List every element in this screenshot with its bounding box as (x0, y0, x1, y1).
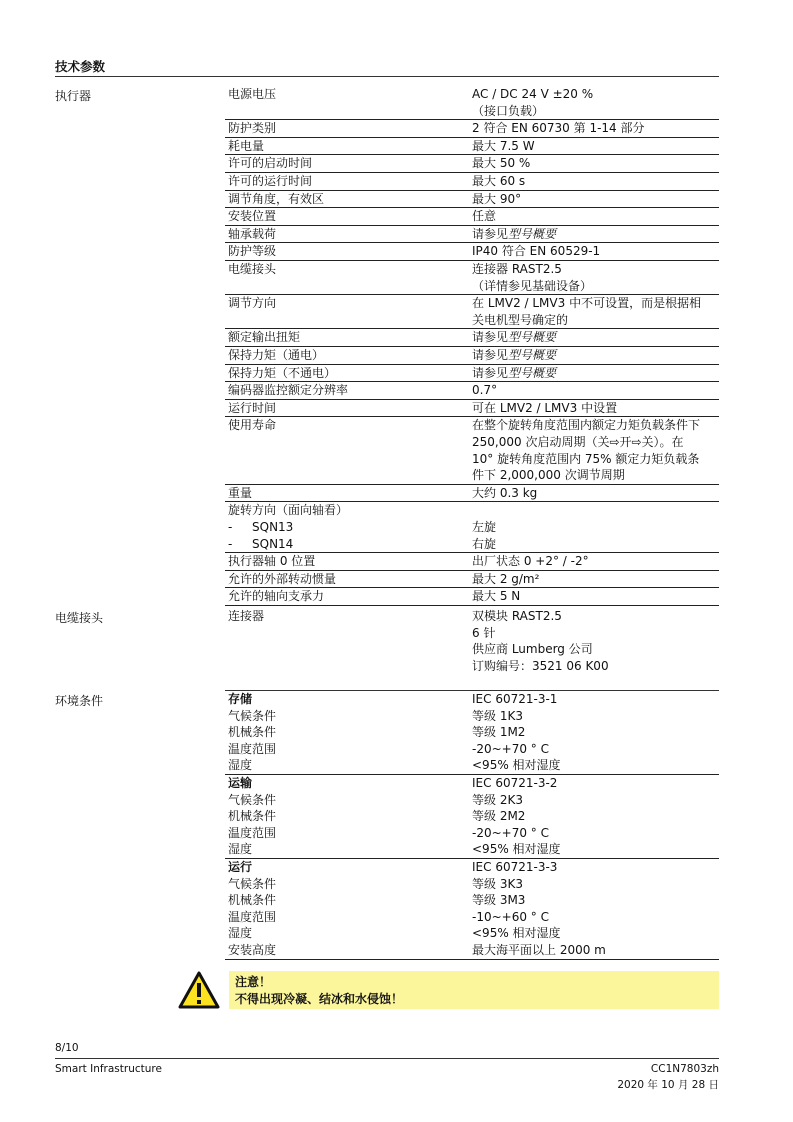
spec-row (225, 208, 719, 226)
spec-value (472, 120, 719, 137)
spec-value (472, 243, 719, 260)
spec-key-text: 允许的外部转动惯量 (228, 571, 337, 586)
model-name: SQN14 (252, 536, 294, 551)
title-divider (55, 76, 719, 77)
environment-group-heading: 运输 (228, 776, 253, 790)
spec-row (225, 243, 719, 261)
spec-key-text: 安装位置 (228, 209, 277, 224)
spec-key-text: 机械条件 (228, 893, 277, 908)
spec-key (228, 120, 468, 137)
notice-box (229, 971, 719, 1009)
spec-value (472, 329, 719, 346)
spec-key (228, 502, 468, 552)
spec-key (228, 208, 468, 225)
section-divider (225, 690, 719, 691)
spec-row (225, 120, 719, 138)
spec-value (472, 691, 719, 774)
spec-key-text: 调节角度，有效区 (228, 191, 325, 206)
spec-key-text: 电源电压 (228, 87, 277, 101)
spec-key (228, 417, 468, 434)
model-name: SQN13 (252, 519, 294, 534)
spec-value (472, 417, 719, 483)
spec-row (225, 226, 719, 244)
spec-row (225, 485, 719, 503)
spec-key-text: 温度范围 (228, 909, 277, 924)
spec-value-text: 最大 50 % (472, 156, 531, 171)
spec-value-text: 任意 (472, 209, 497, 224)
spec-key (228, 553, 468, 570)
spec-key (228, 261, 468, 278)
environment-standard: IEC 60721-3-1 (472, 692, 558, 706)
spec-value-text: 最大 5 N (472, 589, 521, 604)
spec-value-text: 可在 LMV2 / LMV3 中设置 (472, 400, 618, 415)
spec-value-text: 供应商 Lumberg 公司 (472, 642, 593, 657)
spec-value (472, 400, 719, 417)
spec-value-text: 订购编号：3521 06 K00 (472, 658, 609, 673)
spec-key-text: 保持力矩（不通电） (228, 365, 337, 380)
spec-row (225, 400, 719, 418)
spec-value (472, 155, 719, 172)
spec-value-text: 最大 7.5 W (472, 138, 535, 153)
spec-row (225, 365, 719, 383)
spec-key-text: 湿度 (228, 758, 253, 773)
spec-key-text: 执行器轴 0 位置 (228, 554, 316, 569)
spec-key (228, 191, 468, 208)
spec-value (472, 382, 719, 399)
spec-value (472, 191, 719, 208)
spec-value-text: 出厂状态 0 +2° / -2° (472, 554, 589, 569)
spec-key-text: 编码器监控额定分辨率 (228, 383, 349, 398)
spec-value-text: 双模块 RAST2.5 (472, 609, 562, 623)
spec-key (228, 86, 468, 103)
spec-key-text: 湿度 (228, 926, 253, 941)
spec-value-text: 0.7° (472, 383, 498, 398)
page-number: 8/10 (55, 1042, 79, 1054)
spec-key-text: 重量 (228, 485, 253, 500)
rotation-direction-row (225, 502, 719, 553)
spec-key (228, 859, 468, 959)
dash-marker: - (228, 536, 233, 551)
spec-key-text: 安装高度 (228, 942, 277, 957)
environment-standard: IEC 60721-3-2 (472, 776, 558, 790)
spec-key (228, 608, 468, 625)
company-name: Smart Infrastructure (55, 1063, 162, 1075)
spec-row (225, 329, 719, 347)
spec-key-text: 气候条件 (228, 876, 277, 891)
spec-value (472, 173, 719, 190)
spec-row (225, 191, 719, 209)
spec-key (228, 226, 468, 243)
spec-value (472, 485, 719, 502)
spec-value-text: 等级 3K3 (472, 876, 523, 891)
spec-value-text: 请参见型号概要 (472, 348, 557, 362)
spec-value-text: 最大 2 g/m² (472, 571, 540, 586)
section-label-environment: 环境条件 (55, 694, 104, 708)
spec-key-text: 保持力矩（通电） (228, 348, 325, 362)
spec-row (225, 571, 719, 589)
spec-key (228, 691, 468, 774)
environment-group (225, 691, 719, 775)
spec-row (225, 86, 719, 120)
spec-value (472, 588, 719, 605)
spec-key-text: 额定输出扭矩 (228, 330, 301, 345)
section-label-actuator: 执行器 (55, 89, 92, 103)
footer-divider (55, 1058, 719, 1059)
document-date: 2020 年 10 月 28 日 (617, 1079, 719, 1091)
spec-row (225, 138, 719, 156)
document-id: CC1N7803zh (650, 1063, 719, 1075)
spec-value-text: 在整个旋转角度范围内额定力矩负载条件下 (472, 418, 701, 433)
rotation-item (228, 536, 468, 553)
spec-value-text: 关电机型号确定的 (472, 312, 569, 327)
spec-row (225, 295, 719, 329)
spec-key-text: 防护类别 (228, 121, 277, 136)
spec-key (228, 138, 468, 155)
section-label-cable: 电缆接头 (55, 611, 104, 625)
spec-key (228, 243, 468, 260)
spec-key (228, 485, 468, 502)
spec-value (472, 86, 719, 119)
spec-key-text: 耗电量 (228, 138, 265, 153)
environment-group (225, 859, 719, 960)
spec-key-text: 防护等级 (228, 244, 277, 259)
spec-key (228, 588, 468, 605)
environment-standard: IEC 60721-3-3 (472, 860, 558, 874)
spec-value-text: 最大 90° (472, 191, 522, 206)
spec-row (225, 155, 719, 173)
spec-key-text: 气候条件 (228, 708, 277, 723)
dash-marker: - (228, 519, 233, 534)
spec-value-text: 等级 1M2 (472, 725, 526, 740)
spec-value-text: IP40 符合 EN 60529-1 (472, 244, 601, 259)
type-summary-reference: 型号概要 (508, 348, 557, 362)
spec-value-text: 请参见型号概要 (472, 330, 557, 345)
spec-value-text: 左旋 (472, 519, 497, 534)
spec-value-text: -10~+60 ° C (472, 909, 549, 924)
spec-key-text: 气候条件 (228, 792, 277, 807)
spec-value-text: <95% 相对湿度 (472, 926, 561, 941)
spec-value-text: 连接器 RAST2.5 (472, 262, 562, 276)
spec-value-text: 右旋 (472, 536, 497, 551)
spec-value (472, 208, 719, 225)
spec-value-text: 请参见型号概要 (472, 365, 557, 380)
spec-key-text: 运行时间 (228, 400, 277, 415)
spec-row (225, 588, 719, 606)
spec-value-text: 最大 60 s (472, 174, 526, 188)
spec-value-text: 等级 2K3 (472, 792, 523, 807)
spec-key-text: 电缆接头 (228, 262, 277, 276)
spec-value-text: 10° 旋转角度范围内 75% 额定力矩负载条 (472, 451, 700, 466)
spec-key (228, 295, 468, 312)
environment-group-heading: 运行 (228, 860, 253, 874)
spec-key-text: 轴承载荷 (228, 226, 277, 241)
spec-value-text: 请参见型号概要 (472, 226, 557, 241)
type-summary-reference: 型号概要 (508, 365, 557, 380)
spec-value-text (472, 502, 719, 519)
spec-key-text: 许可的运行时间 (228, 174, 313, 188)
spec-key (228, 347, 468, 364)
environment-group (225, 775, 719, 859)
spec-value-text: 在 LMV2 / LMV3 中不可设置，而是根据相 (472, 296, 702, 311)
spec-key (228, 329, 468, 346)
spec-value-text: <95% 相对湿度 (472, 842, 561, 857)
spec-value-text: （接口负载） (472, 103, 545, 118)
spec-row (225, 173, 719, 191)
spec-key-text: 调节方向 (228, 296, 277, 311)
spec-row (225, 261, 719, 295)
spec-key (228, 173, 468, 190)
spec-value-text: 等级 2M2 (472, 809, 526, 824)
spec-key-text: 机械条件 (228, 725, 277, 740)
cable-connector-row (225, 608, 719, 675)
spec-row (225, 417, 719, 484)
spec-row (225, 382, 719, 400)
spec-value-text: AC / DC 24 V ±20 % (472, 87, 594, 101)
notice-text: 不得出现冷凝、结冰和水侵蚀！ (235, 991, 404, 1006)
spec-value (472, 138, 719, 155)
spec-key-text: 温度范围 (228, 741, 277, 756)
environment-group-heading: 存储 (228, 692, 253, 706)
type-summary-reference: 型号概要 (508, 330, 557, 345)
notice-title: 注意！ (235, 975, 272, 989)
spec-key-text: 连接器 (228, 609, 265, 623)
spec-row (225, 347, 719, 365)
spec-value-text: 2 符合 EN 60730 第 1-14 部分 (472, 121, 645, 136)
spec-value-text: 250,000 次启动周期（关⇨开⇨关）。在 (472, 434, 684, 449)
spec-key (228, 382, 468, 399)
spec-key-text: 机械条件 (228, 809, 277, 824)
spec-value (472, 859, 719, 959)
page-title: 技术参数 (55, 59, 106, 74)
spec-row (225, 553, 719, 571)
spec-key-text: 湿度 (228, 842, 253, 857)
spec-value (472, 553, 719, 570)
spec-value-text: 6 针 (472, 625, 496, 640)
spec-value-text: -20~+70 ° C (472, 825, 549, 840)
spec-value-text: 等级 1K3 (472, 708, 523, 723)
spec-value-text: 大约 0.3 kg (472, 485, 538, 500)
spec-value-text: 等级 3M3 (472, 893, 526, 908)
spec-key-text: 使用寿命 (228, 418, 277, 433)
spec-value (472, 502, 719, 552)
spec-value (472, 295, 719, 328)
spec-key-text: 许可的启动时间 (228, 156, 313, 171)
spec-value-text: 件下 2,000,000 次调节周期 (472, 468, 625, 483)
type-summary-reference: 型号概要 (508, 226, 557, 241)
spec-value (472, 365, 719, 382)
spec-key (228, 400, 468, 417)
spec-value-text: -20~+70 ° C (472, 741, 549, 756)
spec-key-text: 温度范围 (228, 825, 277, 840)
spec-value-text: <95% 相对湿度 (472, 758, 561, 773)
spec-value (472, 261, 719, 294)
spec-value (472, 608, 719, 674)
spec-key-text: 允许的轴向支承力 (228, 589, 325, 604)
spec-key (228, 365, 468, 382)
spec-key (228, 571, 468, 588)
rotation-item (228, 519, 468, 536)
spec-value (472, 226, 719, 243)
spec-value-text: 最大海平面以上 2000 m (472, 942, 606, 957)
spec-value-text: （详情参见基础设备） (472, 278, 593, 293)
spec-key (228, 155, 468, 172)
spec-value (472, 347, 719, 364)
spec-value (472, 775, 719, 858)
spec-key (228, 775, 468, 858)
spec-value (472, 571, 719, 588)
rotation-label: 旋转方向（面向轴看） (228, 503, 349, 518)
warning-triangle-icon (178, 970, 220, 1010)
